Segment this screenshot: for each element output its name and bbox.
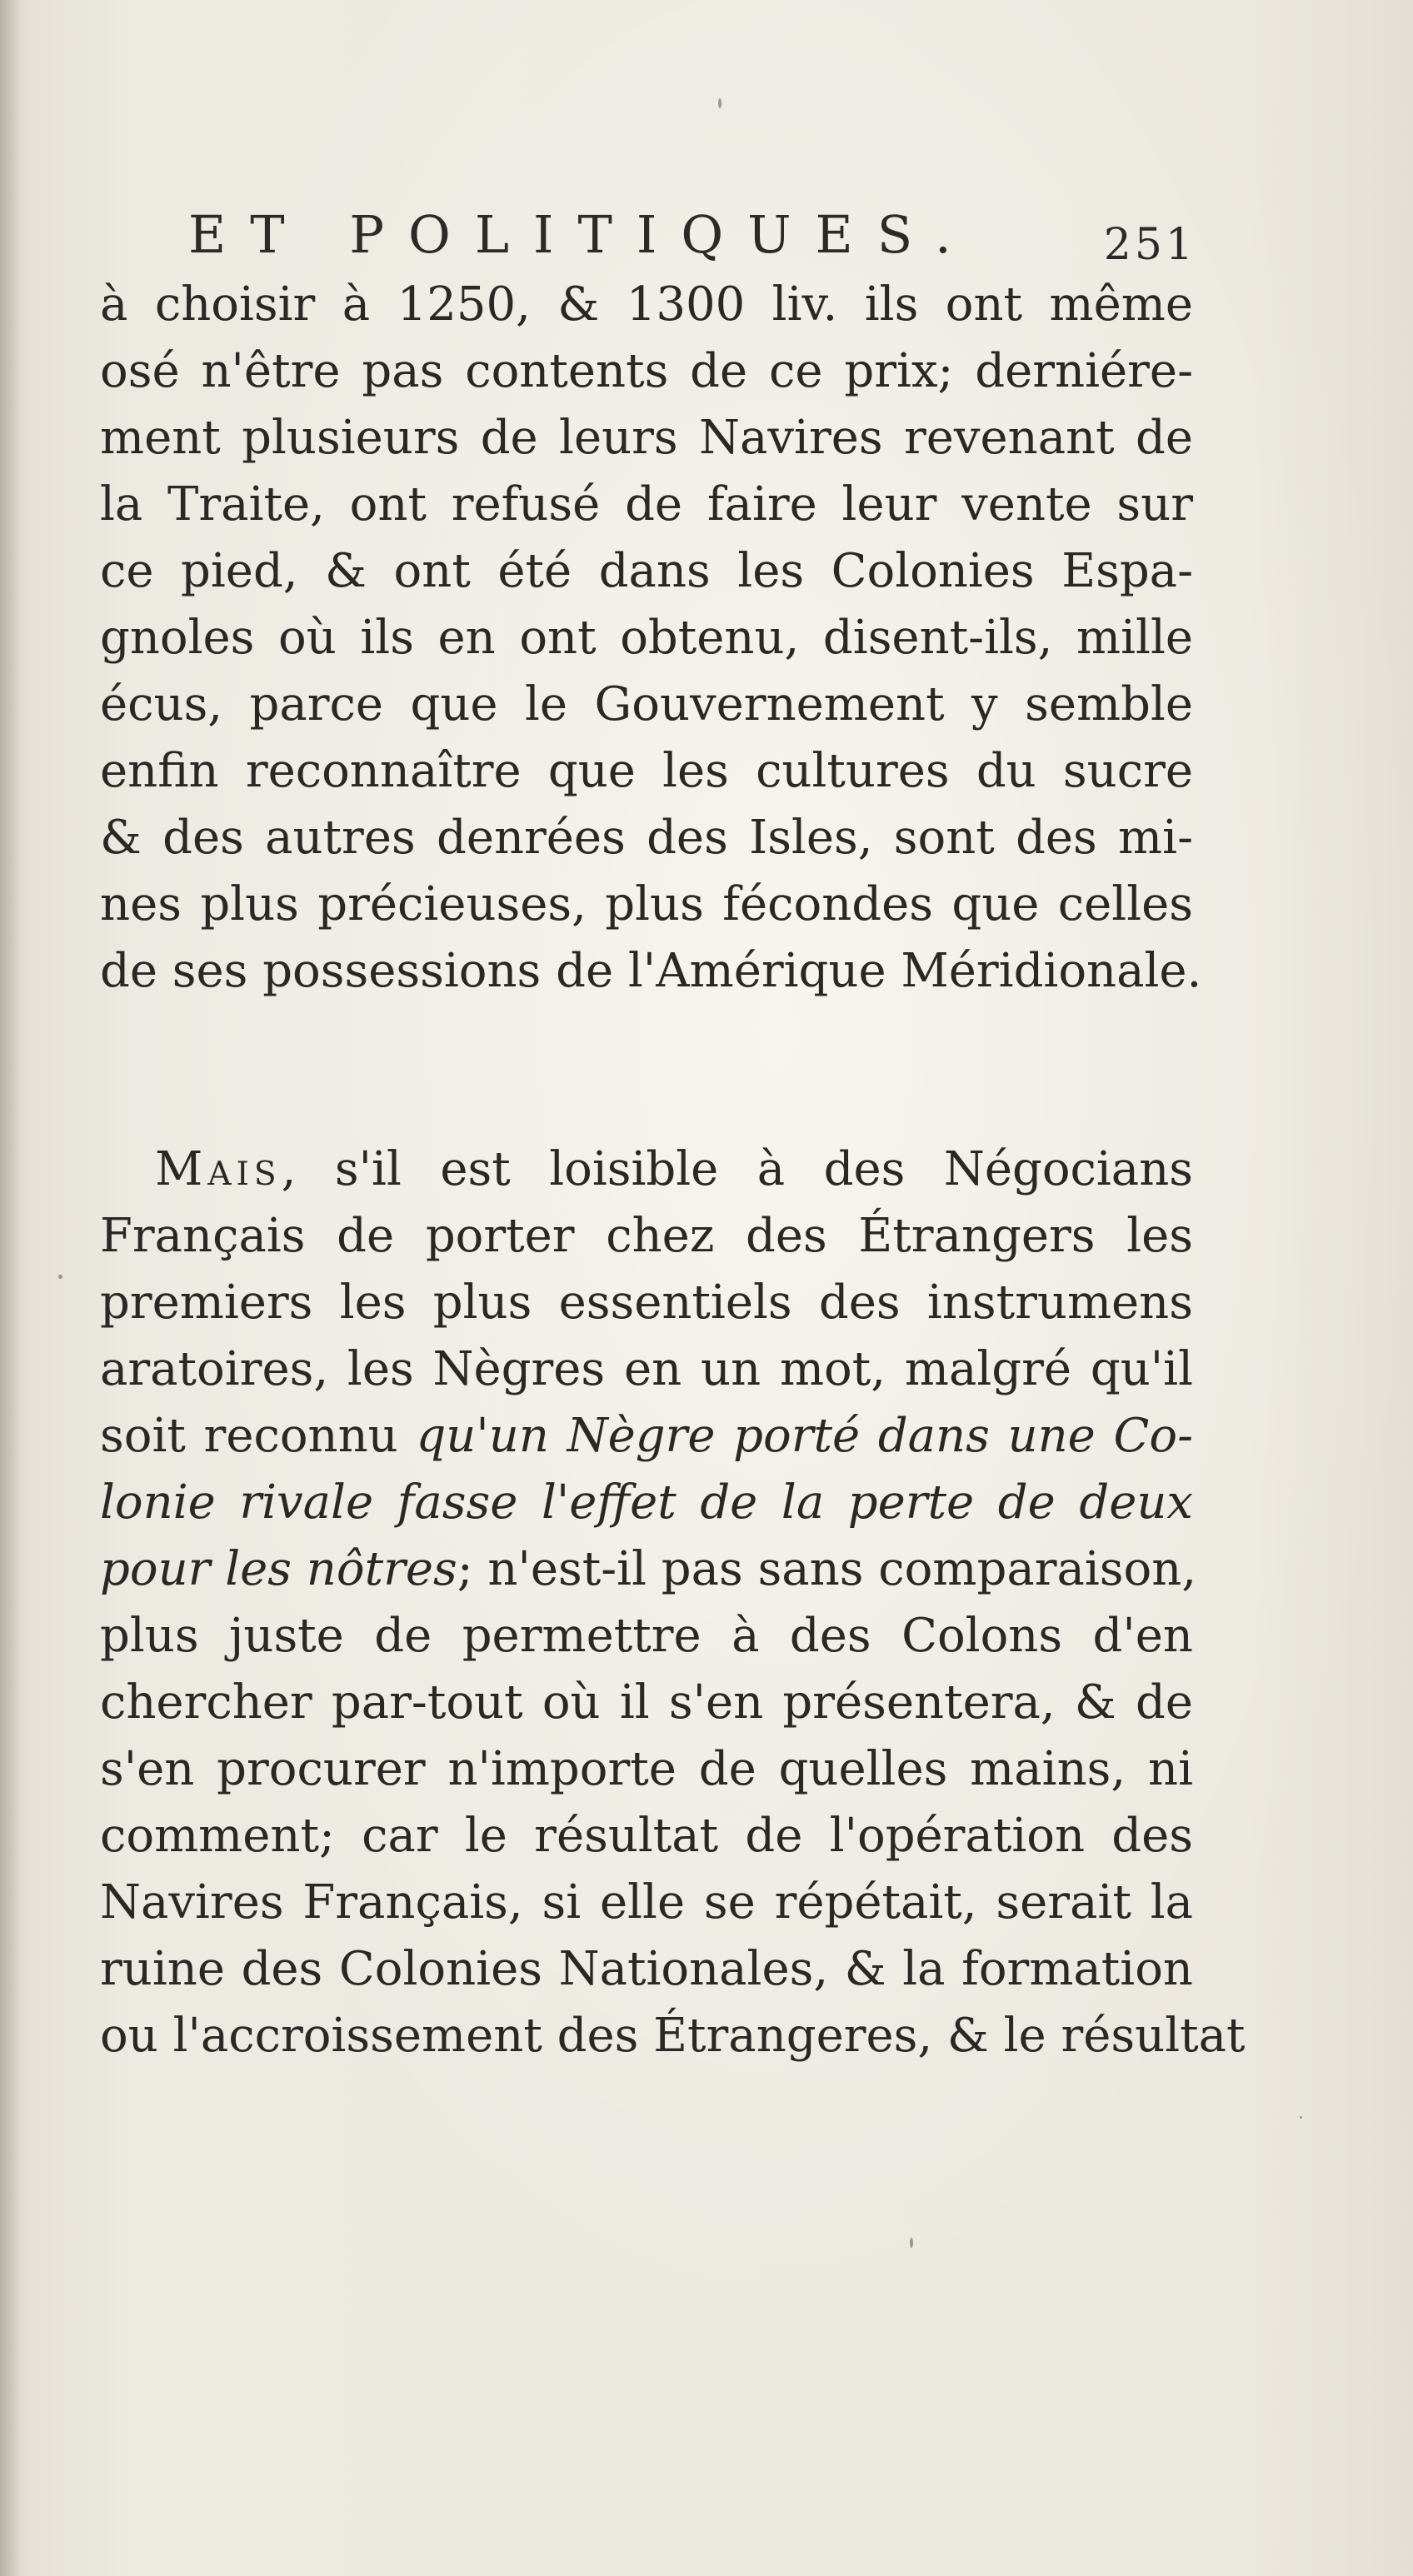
paper-speck (1300, 2116, 1302, 2119)
text-line: ruine des Colonies Nationales, & la formation (100, 1942, 1193, 1996)
running-head (188, 193, 1196, 277)
text-line: gnoles où ils en ont obtenu, disent-ils, mille (100, 611, 1193, 665)
text-line: ment plusieurs de leurs Navires revenant de (100, 411, 1193, 465)
text-line (100, 1470, 1193, 1536)
text-line: Navires Français, si elle se répétait, serait la (100, 1875, 1193, 1930)
text-line: aratoires, les Nègres en un mot, malgré qu'il (100, 1342, 1193, 1396)
text-line: plus juste de permettre à des Colons d'en (100, 1609, 1193, 1663)
text-line (100, 1403, 1193, 1470)
italic-quote: qu'un Nègre porté dans une Co- (416, 1409, 1193, 1463)
text-line: de ses possessions de l'Amérique Méridionale. (100, 944, 1202, 998)
text-line: nes plus précieuses, plus fécondes que celles (100, 877, 1193, 931)
paragraph-2 (100, 1136, 1246, 2069)
text-line: à choisir à 1250, & 1300 liv. ils ont même (100, 277, 1193, 332)
text-fragment: ; n'est-il pas sans comparaison, (457, 1542, 1197, 1596)
text-line (100, 1536, 1197, 1603)
text-line: écus, parce que le Gouvernement y semble (100, 677, 1193, 731)
paper-speck (58, 1275, 62, 1279)
text-line (100, 1136, 1193, 1203)
text-line: chercher par-tout où il s'en présentera, & de (100, 1675, 1193, 1730)
italic-quote: pour les nôtres (100, 1542, 457, 1596)
text-line: osé n'être pas contents de ce prix; derniére- (100, 344, 1193, 398)
text-line: ou l'accroissement des Étrangeres, & le résultat (100, 2009, 1246, 2063)
text-line: la Traite, ont refusé de faire leur vente sur (100, 477, 1193, 532)
text-line: Français de porter chez des Étrangers les (100, 1209, 1193, 1263)
text-line: ce pied, & ont été dans les Colonies Espa- (100, 544, 1193, 598)
text-fragment: soit reconnu (100, 1409, 417, 1463)
text-line: premiers les plus essentiels des instrumens (100, 1276, 1193, 1330)
paper-speck (910, 2238, 913, 2248)
text-line: enfin reconnaître que les cultures du sucre (100, 744, 1193, 798)
page-number: 251 (1103, 220, 1196, 270)
running-title: ET POLITIQUES. (188, 204, 976, 265)
italic-quote: lonie rivale fasse l'effet de la perte de deux (100, 1475, 1193, 1530)
paragraph-1 (100, 272, 1202, 1005)
gutter-shadow (0, 0, 22, 2576)
text-line: s'en procurer n'importe de quelles mains, ni (100, 1742, 1193, 1796)
text-line: comment; car le résultat de l'opération des (100, 1809, 1193, 1863)
text-line: & des autres denrées des Isles, sont des mi- (100, 811, 1193, 865)
paper-speck (718, 98, 721, 108)
text-fragment: , s'il est loisible à des Négocians (281, 1142, 1193, 1196)
initial-small-caps: Mais (155, 1142, 282, 1196)
